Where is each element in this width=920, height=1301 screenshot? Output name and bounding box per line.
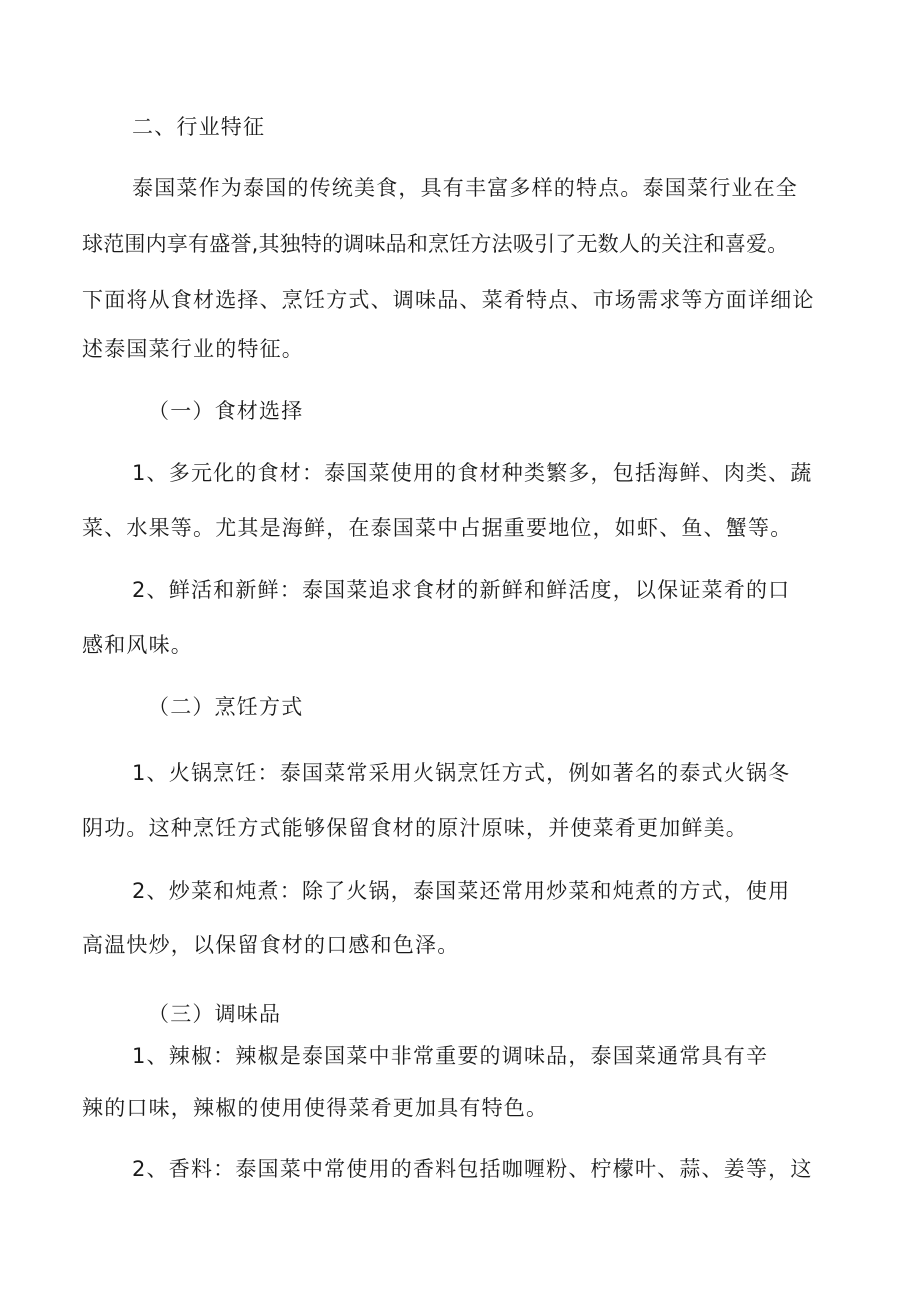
list-item-line: 菜、水果等。尤其是海鲜，在泰国菜中占据重要地位，如虾、鱼、蟹等。 <box>82 516 793 540</box>
list-item-line: 1、辣椒：辣椒是泰国菜中非常重要的调味品，泰国菜通常具有辛 <box>132 1044 769 1068</box>
list-item-line: 1、火锅烹饪：泰国菜常采用火锅烹饪方式，例如著名的泰式火锅冬 <box>132 761 791 785</box>
list-item-line: 2、香料：泰国菜中常使用的香料包括咖喱粉、柠檬叶、蒜、姜等，这 <box>132 1157 813 1181</box>
list-item-line: 感和风味。 <box>82 633 193 657</box>
list-item-line: 1、多元化的食材：泰国菜使用的食材种类繁多，包括海鲜、肉类、蔬 <box>132 461 813 485</box>
list-item-line: 2、炒菜和炖煮：除了火锅，泰国菜还常用炒菜和炖煮的方式，使用 <box>132 879 791 903</box>
list-item-line: 2、鲜活和新鲜：泰国菜追求食材的新鲜和鲜活度，以保证菜肴的口 <box>132 578 791 602</box>
list-item-line: 辣的口味，辣椒的使用使得菜肴更加具有特色。 <box>82 1096 549 1120</box>
subsection-heading-cooking: （二）烹饪方式 <box>148 695 304 719</box>
subsection-heading-ingredients: （一）食材选择 <box>148 399 304 423</box>
intro-paragraph-line: 下面将从食材选择、烹饪方式、调味品、菜肴特点、市场需求等方面详细论 <box>82 288 815 312</box>
intro-paragraph-line: 球范围内享有盛誉,其独特的调味品和烹饪方法吸引了无数人的关注和喜爱。 <box>82 232 789 256</box>
intro-paragraph-line: 泰国菜作为泰国的传统美食，具有丰富多样的特点。泰国菜行业在全 <box>132 176 798 200</box>
intro-paragraph-line: 述泰国菜行业的特征。 <box>82 337 304 361</box>
subsection-heading-seasonings: （三）调味品 <box>148 1002 282 1026</box>
list-item-line: 阴功。这种烹饪方式能够保留食材的原汁原味，并使菜肴更加鲜美。 <box>82 816 748 840</box>
section-title: 二、行业特征 <box>132 115 266 139</box>
list-item-line: 高温快炒，以保留食材的口感和色泽。 <box>82 933 460 957</box>
